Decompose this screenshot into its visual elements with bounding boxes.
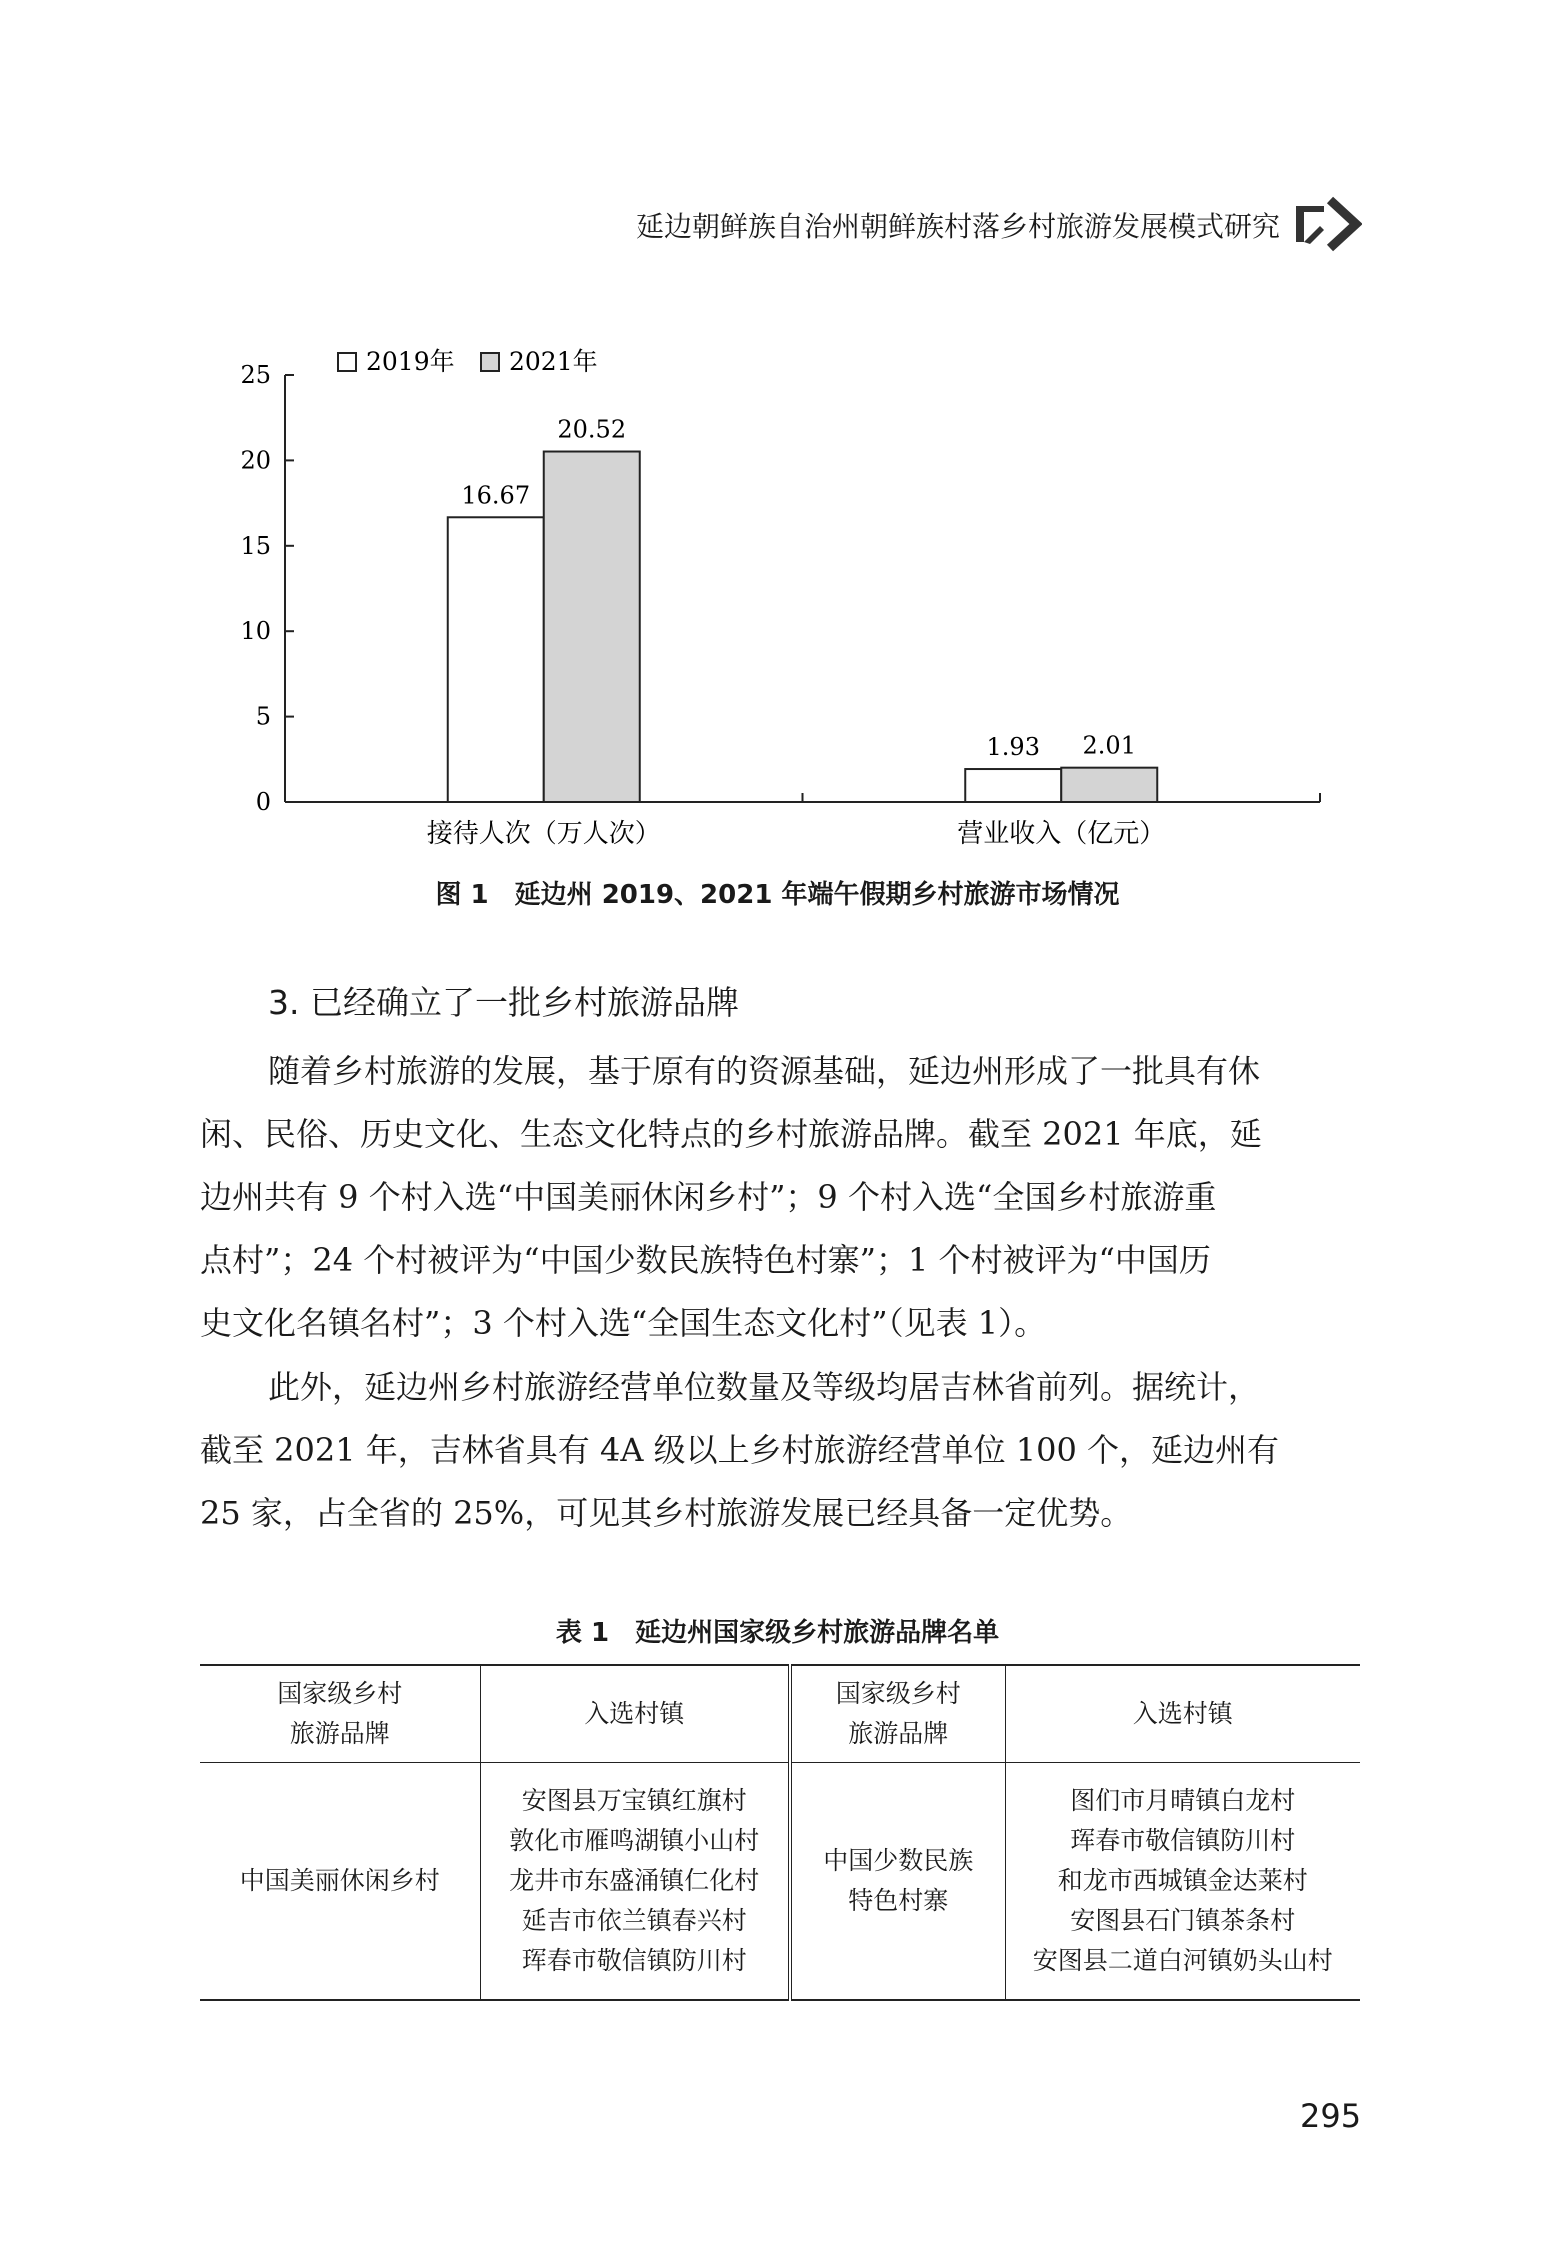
y-tick-label: 15 xyxy=(240,531,271,560)
paragraph-line: 截至 2021 年，吉林省具有 4A 级以上乡村旅游经营单位 100 个，延边州有 xyxy=(200,1431,1280,1469)
bar xyxy=(1061,768,1157,802)
category-label: 接待人次（万人次） xyxy=(426,819,661,849)
bar-value-label: 20.52 xyxy=(557,415,627,444)
chapter-mark-icon xyxy=(1294,196,1362,252)
paragraph-line: 随着乡村旅游的发展，基于原有的资源基础，延边州形成了一批具有休 xyxy=(268,1052,1261,1090)
header-villages-right: 入选村镇 xyxy=(1005,1665,1360,1763)
category-label: 营业收入（亿元） xyxy=(957,819,1166,849)
running-header: 延边朝鲜族自治州朝鲜族村落乡村旅游发展模式研究 xyxy=(635,210,1280,243)
legend-label: 2021年 xyxy=(509,347,598,376)
y-tick-label: 5 xyxy=(255,702,271,731)
villages-right-cell: 图们市月晴镇白龙村 珲春市敬信镇防川村 和龙市西城镇金达莱村 安图县石门镇茶条村 安图县二道白河镇奶头山村 xyxy=(1005,1763,1360,2001)
bar-chart xyxy=(190,330,1340,870)
bar-value-label: 16.67 xyxy=(461,481,531,510)
figure-caption: 图 1 延边州 2019、2021 年端午假期乡村旅游市场情况 xyxy=(435,880,1120,910)
legend-swatch xyxy=(338,353,356,371)
brand-table xyxy=(200,1664,1360,2001)
paragraph-line: 25 家，占全省的 25%，可见其乡村旅游发展已经具备一定优势。 xyxy=(200,1494,1133,1532)
header-villages-left: 入选村镇 xyxy=(480,1665,790,1763)
bar xyxy=(544,452,640,802)
y-tick-label: 10 xyxy=(240,617,271,646)
table-row xyxy=(200,1763,1360,2001)
header-brand-left: 国家级乡村 旅游品牌 xyxy=(277,1679,403,1748)
table-caption: 表 1 延边州国家级乡村旅游品牌名单 xyxy=(555,1618,1000,1648)
paragraph-2 xyxy=(200,1356,1355,1545)
villages-left-cell: 安图县万宝镇红旗村 敦化市雁鸣湖镇小山村 龙井市东盛涌镇仁化村 延吉市依兰镇春兴村 珲春市敬信镇防川村 xyxy=(480,1763,790,2001)
paragraph-1 xyxy=(200,1040,1355,1355)
bar-value-label: 2.01 xyxy=(1082,731,1136,760)
bar xyxy=(965,769,1061,802)
brand-left-cell: 中国美丽休闲乡村 xyxy=(239,1866,440,1895)
paragraph-line: 史文化名镇名村”；3 个村入选“全国生态文化村”（见表 1）。 xyxy=(200,1304,1047,1342)
legend-swatch xyxy=(481,353,499,371)
paragraph-line: 闲、民俗、历史文化、生态文化特点的乡村旅游品牌。截至 2021 年底，延 xyxy=(200,1115,1262,1153)
table-header-row xyxy=(200,1665,1360,1763)
bar xyxy=(448,517,544,802)
y-tick-label: 0 xyxy=(255,788,271,816)
brand-right-cell: 中国少数民族 特色村寨 xyxy=(790,1763,1005,2001)
paragraph-line: 此外，延边州乡村旅游经营单位数量及等级均居吉林省前列。据统计， xyxy=(268,1368,1261,1406)
paragraph-line: 点村”；24 个村被评为“中国少数民族特色村寨”；1 个村被评为“中国历 xyxy=(200,1241,1211,1279)
section-heading: 3. 已经确立了一批乡村旅游品牌 xyxy=(268,983,739,1022)
legend-label: 2019年 xyxy=(366,347,455,376)
bar-value-label: 1.93 xyxy=(986,733,1040,762)
header-brand-right: 国家级乡村 旅游品牌 xyxy=(790,1665,1005,1763)
paragraph-line: 边州共有 9 个村入选“中国美丽休闲乡村”；9 个村入选“全国乡村旅游重 xyxy=(200,1178,1217,1216)
y-tick-label: 20 xyxy=(240,446,271,475)
page-number: 295 xyxy=(1300,2097,1362,2135)
y-tick-label: 25 xyxy=(240,361,271,389)
